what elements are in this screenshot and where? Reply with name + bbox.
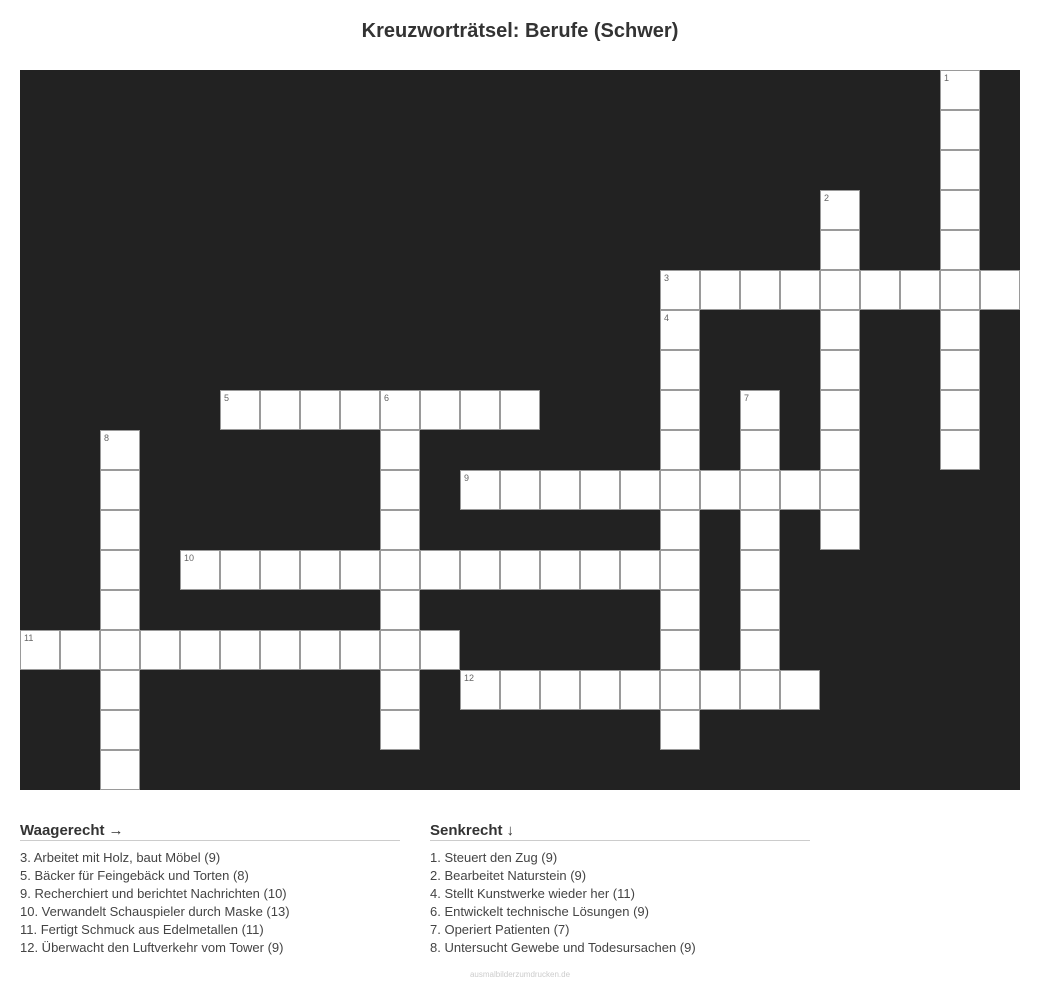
clue-across-5: 5. Bäcker für Feingebäck und Torten (8) — [20, 868, 249, 883]
grid-cell[interactable] — [580, 550, 620, 590]
grid-cell[interactable] — [820, 470, 860, 510]
grid-cell[interactable] — [420, 550, 460, 590]
grid-cell[interactable] — [380, 630, 420, 670]
grid-cell[interactable] — [380, 510, 420, 550]
grid-cell[interactable] — [740, 630, 780, 670]
across-heading — [20, 820, 400, 841]
grid-cell[interactable] — [100, 630, 140, 670]
grid-cell[interactable] — [180, 550, 220, 590]
grid-cell[interactable] — [660, 390, 700, 430]
grid-cell[interactable] — [500, 470, 540, 510]
grid-cell[interactable] — [660, 550, 700, 590]
grid-cell[interactable] — [620, 550, 660, 590]
cell-number: 8 — [104, 433, 110, 443]
grid-cell[interactable] — [380, 430, 420, 470]
grid-cell[interactable] — [380, 710, 420, 750]
cell-number: 10 — [184, 553, 195, 563]
grid-cell[interactable] — [660, 630, 700, 670]
grid-cell[interactable] — [300, 550, 340, 590]
grid-cell[interactable] — [940, 230, 980, 270]
right-arrow-icon: → — [108, 822, 124, 839]
clue-down-2: 2. Bearbeitet Naturstein (9) — [430, 868, 587, 883]
grid-cell[interactable] — [100, 670, 140, 710]
grid-cell[interactable] — [540, 550, 580, 590]
grid-cell[interactable] — [660, 510, 700, 550]
cell-number: 3 — [664, 273, 670, 283]
grid-cell[interactable] — [940, 150, 980, 190]
grid-cell[interactable] — [140, 630, 180, 670]
grid-cell[interactable] — [100, 710, 140, 750]
grid-cell[interactable] — [660, 430, 700, 470]
grid-cell[interactable] — [740, 550, 780, 590]
cell-number: 2 — [824, 193, 830, 203]
grid-cell[interactable] — [580, 470, 620, 510]
grid-cell[interactable] — [660, 270, 700, 310]
grid-cell[interactable] — [820, 270, 860, 310]
grid-cell[interactable] — [780, 470, 820, 510]
down-heading-label: Senkrecht — [430, 822, 503, 839]
grid-cell[interactable] — [420, 630, 460, 670]
grid-cell[interactable] — [100, 430, 140, 470]
grid-cell[interactable] — [660, 310, 700, 350]
grid-cell[interactable] — [260, 630, 300, 670]
cell-number: 4 — [664, 313, 670, 323]
grid-cell[interactable] — [420, 390, 460, 430]
cell-number: 5 — [224, 393, 230, 403]
grid-cell[interactable] — [100, 550, 140, 590]
grid-cell[interactable] — [820, 350, 860, 390]
grid-cell[interactable] — [220, 390, 260, 430]
grid-cell[interactable] — [700, 670, 740, 710]
grid-cell[interactable] — [660, 350, 700, 390]
grid-cell[interactable] — [340, 550, 380, 590]
grid-cell[interactable] — [580, 670, 620, 710]
footer-credit: ausmalbilderzumdrucken.de — [469, 970, 571, 979]
grid-cell[interactable] — [380, 390, 420, 430]
grid-cell[interactable] — [340, 630, 380, 670]
grid-cell[interactable] — [740, 390, 780, 430]
grid-cell[interactable] — [460, 670, 500, 710]
clue-down-7: 7. Operiert Patienten (7) — [430, 922, 570, 937]
grid-cell[interactable] — [940, 390, 980, 430]
grid-cell[interactable] — [460, 550, 500, 590]
grid-cell[interactable] — [940, 350, 980, 390]
grid-cell[interactable] — [660, 710, 700, 750]
down-arrow-icon: ↓ — [506, 822, 515, 839]
grid-cell[interactable] — [940, 270, 980, 310]
cell-number: 6 — [384, 393, 390, 403]
grid-cell[interactable] — [740, 470, 780, 510]
crossword-grid — [20, 70, 1020, 790]
grid-cell[interactable] — [820, 390, 860, 430]
grid-cell[interactable] — [620, 470, 660, 510]
puzzle-title: Kreuzworträtsel: Berufe (Schwer) — [361, 20, 679, 42]
grid-cell[interactable] — [460, 390, 500, 430]
grid-cell[interactable] — [340, 390, 380, 430]
grid-cell[interactable] — [500, 670, 540, 710]
grid-cell[interactable] — [660, 590, 700, 630]
grid-cell[interactable] — [660, 670, 700, 710]
grid-cell[interactable] — [820, 430, 860, 470]
grid-cell[interactable] — [100, 750, 140, 790]
grid-cell[interactable] — [460, 470, 500, 510]
grid-cell[interactable] — [180, 630, 220, 670]
cell-number: 1 — [944, 73, 950, 83]
clue-down-8: 8. Untersucht Gewebe und Todesursachen (9) — [430, 940, 696, 955]
grid-cell[interactable] — [700, 270, 740, 310]
grid-cell[interactable] — [740, 510, 780, 550]
grid-cell[interactable] — [620, 670, 660, 710]
grid-cell[interactable] — [380, 590, 420, 630]
cell-number: 11 — [24, 633, 34, 643]
grid-cell[interactable] — [60, 630, 100, 670]
grid-cell[interactable] — [500, 550, 540, 590]
grid-cell[interactable] — [940, 310, 980, 350]
grid-cell[interactable] — [820, 190, 860, 230]
grid-cell[interactable] — [820, 310, 860, 350]
cell-number: 9 — [464, 473, 470, 483]
grid-cell[interactable] — [700, 470, 740, 510]
grid-cell[interactable] — [20, 630, 60, 670]
grid-cell[interactable] — [220, 630, 260, 670]
grid-cell[interactable] — [260, 390, 300, 430]
grid-cell[interactable] — [380, 470, 420, 510]
grid-cell[interactable] — [980, 270, 1020, 310]
down-clues — [430, 820, 810, 957]
grid-cell[interactable] — [380, 670, 420, 710]
grid-cell[interactable] — [780, 670, 820, 710]
grid-cell[interactable] — [740, 430, 780, 470]
grid-cell[interactable] — [940, 70, 980, 110]
grid-cell[interactable] — [260, 550, 300, 590]
grid-cell[interactable] — [820, 230, 860, 270]
down-heading — [430, 820, 810, 841]
clue-down-4: 4. Stellt Kunstwerke wieder her (11) — [430, 886, 635, 901]
grid-cell[interactable] — [860, 270, 900, 310]
clue-down-6: 6. Entwickelt technische Lösungen (9) — [430, 904, 649, 919]
grid-cell[interactable] — [100, 470, 140, 510]
grid-cell[interactable] — [100, 510, 140, 550]
grid-cell[interactable] — [500, 390, 540, 430]
grid-cell[interactable] — [820, 510, 860, 550]
cell-number: 7 — [744, 393, 750, 403]
grid-cell[interactable] — [540, 470, 580, 510]
grid-cell[interactable] — [300, 390, 340, 430]
clue-across-9: 9. Recherchiert und berichtet Nachrichten (10) — [20, 886, 287, 901]
grid-cell[interactable] — [940, 190, 980, 230]
grid-cell[interactable] — [900, 270, 940, 310]
grid-cell[interactable] — [940, 110, 980, 150]
grid-cell[interactable] — [540, 670, 580, 710]
grid-cell[interactable] — [780, 270, 820, 310]
across-heading-label: Waagerecht — [20, 822, 105, 839]
grid-cell[interactable] — [220, 550, 260, 590]
cell-number: 12 — [464, 673, 475, 683]
across-clues — [20, 820, 400, 957]
grid-cell[interactable] — [300, 630, 340, 670]
grid-cell[interactable] — [740, 590, 780, 630]
grid-cell[interactable] — [380, 550, 420, 590]
clue-across-10: 10. Verwandelt Schauspieler durch Maske (13) — [20, 904, 290, 919]
clue-across-12: 12. Überwacht den Luftverkehr vom Tower (9) — [20, 940, 284, 955]
clue-across-11: 11. Fertigt Schmuck aus Edelmetallen (11) — [20, 922, 264, 937]
clue-down-1: 1. Steuert den Zug (9) — [430, 850, 558, 865]
grid-cell[interactable] — [940, 430, 980, 470]
grid-cell[interactable] — [740, 270, 780, 310]
grid-cell[interactable] — [660, 470, 700, 510]
clue-across-3: 3. Arbeitet mit Holz, baut Möbel (9) — [20, 850, 221, 865]
grid-cell[interactable] — [100, 590, 140, 630]
grid-cell[interactable] — [740, 670, 780, 710]
